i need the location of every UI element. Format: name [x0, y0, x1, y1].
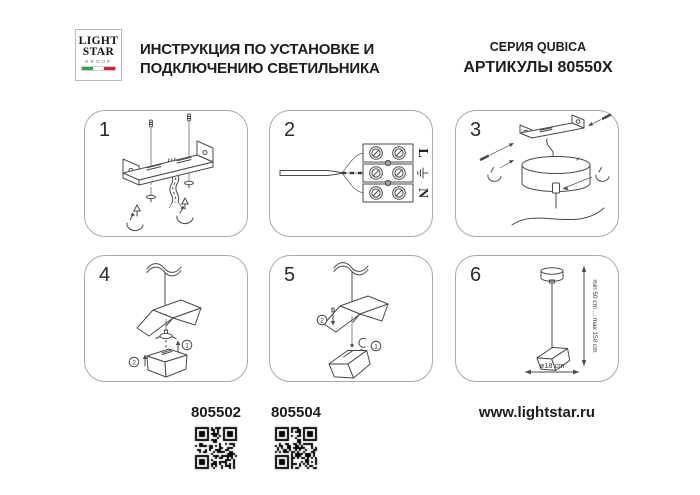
title-line-2: ПОДКЛЮЧЕНИЮ СВЕТИЛЬНИКА — [140, 59, 380, 77]
cube-shade — [147, 349, 187, 377]
cable-end — [351, 344, 354, 347]
live-label: L — [415, 148, 430, 158]
folded-reflector — [137, 300, 201, 336]
ceiling-canopy — [541, 268, 563, 283]
strain-relief-icon — [156, 330, 176, 339]
neutral-label: N — [415, 187, 430, 199]
mounting-bracket — [520, 115, 584, 138]
screw-icon — [481, 115, 610, 160]
cube-shade — [327, 345, 374, 381]
logo-word-star: STAR — [82, 45, 115, 58]
screw-icon — [150, 114, 191, 127]
height-range-label: min 50 cm ... max 150 cm — [591, 279, 598, 353]
callout-1 — [176, 340, 192, 352]
series-label: СЕРИЯ QUBICA — [489, 40, 587, 54]
qr-code-right — [272, 424, 320, 472]
callout-2 — [129, 355, 147, 367]
svg-text:2: 2 — [132, 359, 136, 367]
diameter-label: ø18 cm — [539, 361, 565, 370]
diameter-dimension — [525, 361, 580, 374]
ceiling-break-icon — [334, 263, 368, 275]
svg-text:1: 1 — [185, 342, 189, 350]
title-line-1: ИНСТРУКЦИЯ ПО УСТАНОВКЕ И — [140, 41, 375, 58]
logo-word-group: GROUP — [84, 58, 113, 64]
earth-symbol-icon — [418, 168, 428, 178]
website-url: www.lightstar.ru — [478, 404, 596, 421]
step-number-1: 1 — [99, 119, 111, 141]
article-number-805502: 805502 — [190, 404, 242, 421]
folded-reflector — [324, 296, 388, 332]
ceiling-break-icon — [147, 264, 181, 276]
cable-icon — [280, 171, 342, 176]
step-panel-6 — [455, 255, 619, 382]
ceiling-canopy — [522, 157, 592, 194]
step-number-5: 5 — [284, 264, 296, 286]
cable-icon — [547, 139, 554, 156]
live-wire — [342, 153, 363, 173]
step-panel-3 — [455, 110, 619, 237]
step-number-2: 2 — [284, 119, 296, 141]
svg-text:2: 2 — [320, 317, 324, 325]
svg-text:1: 1 — [374, 343, 378, 351]
callout-2 — [317, 308, 335, 326]
terminal-block — [363, 144, 413, 202]
step-number-3: 3 — [470, 119, 482, 141]
logo-word-light: LIGHT — [78, 35, 119, 47]
page-title — [140, 41, 380, 78]
callout-1 — [371, 341, 381, 351]
articles-label: АРТИКУЛЫ 80550X — [463, 59, 613, 76]
step-panel-5 — [269, 255, 433, 382]
mounting-bracket — [123, 141, 213, 185]
series-block — [438, 41, 638, 76]
cable-slack — [512, 208, 604, 225]
step-number-4: 4 — [99, 264, 111, 286]
neutral-wire — [342, 173, 363, 193]
qr-code-left — [192, 424, 240, 472]
step-panel-2 — [269, 110, 433, 237]
italian-flag-icon — [81, 66, 116, 71]
height-dimension — [582, 266, 598, 367]
lightstar-logo — [75, 29, 122, 81]
step-panel-4 — [84, 255, 248, 382]
article-number-805504: 805504 — [270, 404, 322, 421]
step-number-6: 6 — [470, 264, 482, 286]
step-panel-1 — [84, 110, 248, 237]
